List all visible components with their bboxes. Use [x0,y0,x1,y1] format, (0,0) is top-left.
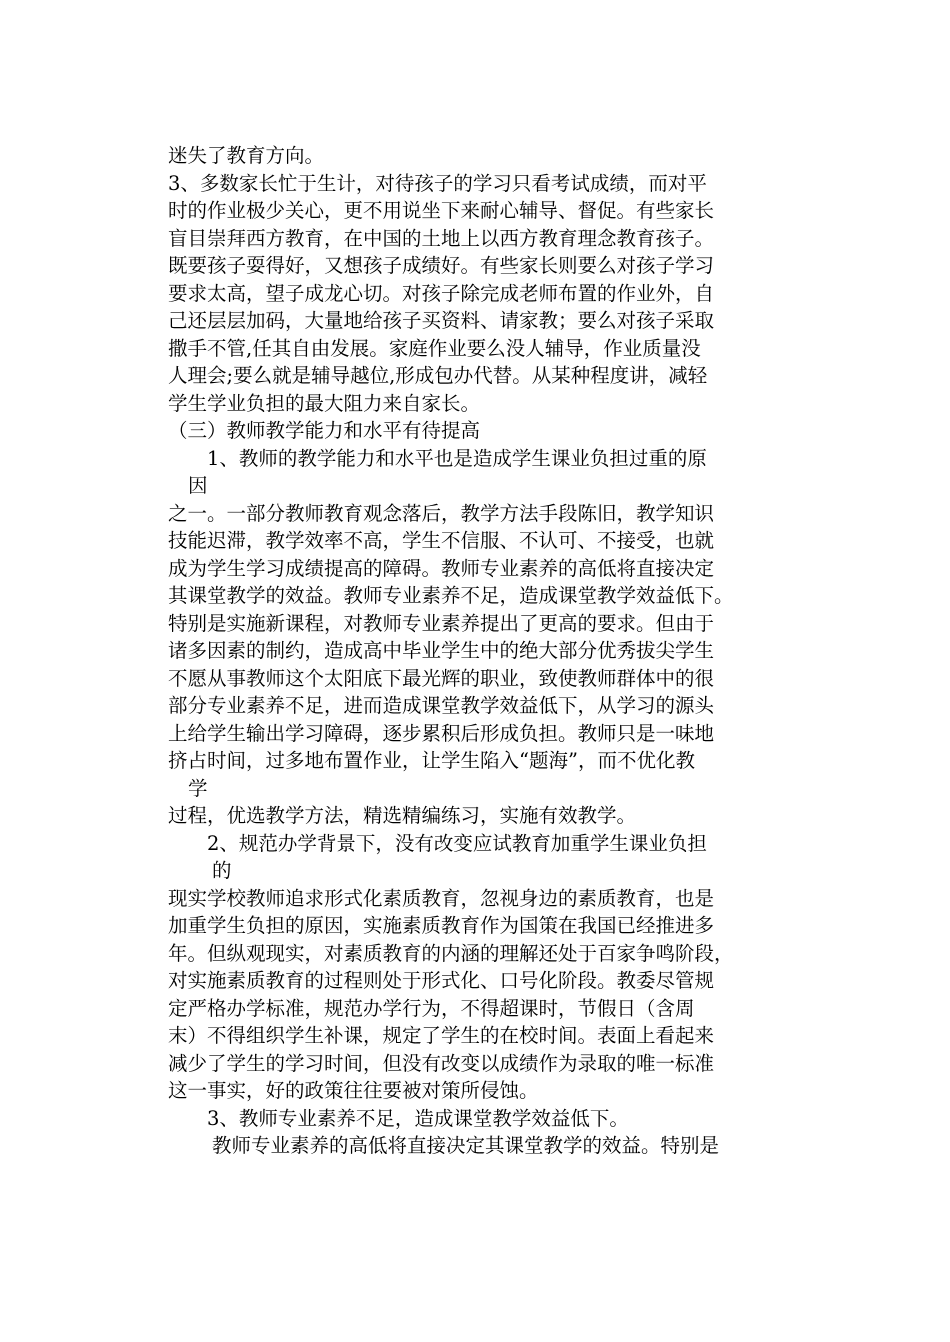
text-line: 2、规范办学背景下，没有改变应试教育加重学生课业负担 [207,831,707,855]
text-line: 3、教师专业素养不足，造成课堂教学效益低下。 [207,1106,629,1130]
document-body [168,142,788,1160]
text-line: 现实学校教师追求形式化素质教育，忽视身边的素质教育，也是 [168,886,715,910]
text-line: 人理会;要么就是辅导越位,形成包办代替。从某种程度讲，减轻 [168,364,708,387]
text-line: 过程，优选教学方法，精选精编练习，实施有效教学。 [168,804,637,827]
text-line: 上给学生输出学习障碍，逐步累积后形成负担。教师只是一味地 [168,721,715,745]
section-heading: （三）教师教学能力和水平有待提高 [168,419,481,442]
text-line: 其课堂教学的效益。教师专业素养不足，造成课堂教学效益低下。 [168,584,734,607]
text-line: 这一事实，好的政策往往要被对策所侵蚀。 [168,1079,539,1102]
text-line: 迷失了教育方向。 [168,144,325,167]
text-line: 定严格办学标准，规范办学行为，不得超课时，节假日（含周 [168,996,695,1020]
text-line: 技能迟滞，教学效率不高，学生不信服、不认可、不接受，也就 [168,529,715,552]
text-line: 要求太高，望子成龙心切。对孩子除完成老师布置的作业外，自 [168,281,715,305]
text-line: 撒手不管,任其自由发展。家庭作业要么没人辅导，作业质量没 [168,336,701,360]
text-line: 末）不得组织学生补课，规定了学生的在校时间。表面上看起来 [168,1024,715,1047]
text-line: 盲目崇拜西方教育，在中国的土地上以西方教育理念教育孩子。 [168,226,715,250]
text-line: 挤占时间，过多地布置作业，让学生陷入“题海”，而不优化教 [168,749,695,772]
text-line: 学生学业负担的最大阻力来自家长。 [168,391,481,415]
text-line: 己还层层加码，大量地给孩子买资料、请家教；要么对孩子采取 [168,309,715,332]
text-line: 加重学生负担的原因，实施素质教育作为国策在我国已经推进多 [168,914,715,937]
text-line: 成为学生学习成绩提高的障碍。教师专业素养的高低将直接决定 [168,556,715,580]
text-line: 1、教师的教学能力和水平也是造成学生课业负担过重的原 [207,446,707,470]
text-line: 既要孩子耍得好，又想孩子成绩好。有些家长则要么对孩子学习 [168,254,715,277]
text-line: 减少了学生的学习时间，但没有改变以成绩作为录取的唯一标准 [168,1051,715,1075]
text-line: 3、多数家长忙于生计，对待孩子的学习只看考试成绩，而对平 [168,171,707,195]
text-line: 年。但纵观现实，对素质教育的内涵的理解还处于百家争鸣阶段， [168,941,734,965]
text-line: 对实施素质教育的过程则处于形式化、口号化阶段。教委尽管规 [168,969,715,992]
text-line: 的 [212,859,232,882]
text-line: 之一。一部分教师教育观念落后，教学方法手段陈旧，教学知识 [168,501,715,525]
text-line: 部分专业素养不足，进而造成课堂教学效益低下，从学习的源头 [168,694,715,717]
text-line: 教师专业素养的高低将直接决定其课堂教学的效益。特别是 [212,1134,720,1157]
text-line: 时的作业极少关心，更不用说坐下来耐心辅导、督促。有些家长 [168,199,715,222]
text-line: 学 [188,776,208,800]
text-line: 因 [188,474,208,497]
text-line: 不愿从事教师这个太阳底下最光辉的职业，致使教师群体中的很 [168,666,715,690]
text-line: 诸多因素的制约，造成高中毕业学生中的绝大部分优秀拔尖学生 [168,639,715,662]
text-line: 特别是实施新课程，对教师专业素养提出了更高的要求。但由于 [168,611,715,635]
